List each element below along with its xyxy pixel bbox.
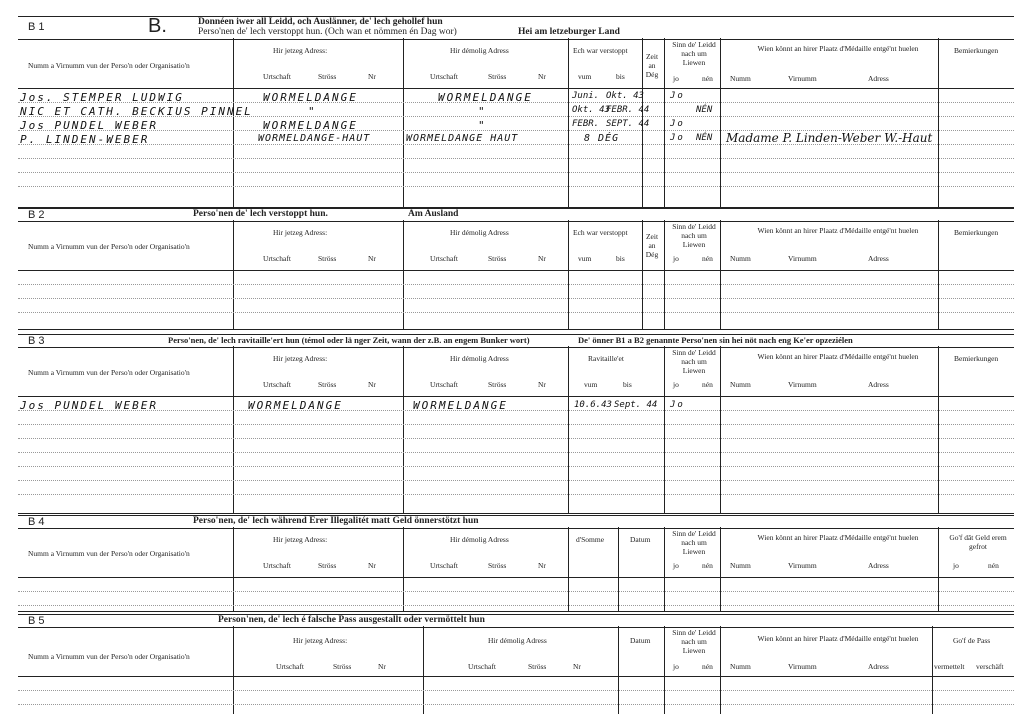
col-header-stross: Ströss xyxy=(318,380,337,389)
col-header-bis: bis xyxy=(616,254,625,263)
entry-from: FEBR. xyxy=(572,119,600,129)
section-code: B 2 xyxy=(28,209,45,221)
col-header-urtschaft: Urtschaft xyxy=(430,380,458,389)
col-header-nen: nén xyxy=(702,380,713,389)
col-header-addr-now: Hir jetzeg Adress: xyxy=(273,228,328,237)
section-code: B 5 xyxy=(28,615,45,627)
col-header-datum: Datum xyxy=(630,535,651,544)
col-header-verschaft: verschäft xyxy=(976,662,1004,671)
section-title: Perso'nen, de' lech während Erer Illegalitét matt Geld önnerstötzt hun xyxy=(193,516,479,526)
col-header-stross: Ströss xyxy=(318,254,337,263)
section-subtitle-location: Am Ausland xyxy=(408,209,459,219)
col-header-jo: jo xyxy=(673,380,679,389)
col-header-urtschaft: Urtschaft xyxy=(263,380,291,389)
col-header-leidd: Sinn de' Leidd nach um Liewen xyxy=(672,348,716,375)
col-header-nr: Nr xyxy=(368,254,376,263)
col-header-adress: Adress xyxy=(868,662,889,671)
col-header-vum: vum xyxy=(578,72,592,81)
section-b1 xyxy=(18,16,1014,208)
entry-name: Jos PUNDEL WEBER xyxy=(20,399,158,412)
entry-to: SEPT. 44 xyxy=(606,119,650,129)
col-header-addr-then: Hir démolig Adress xyxy=(450,46,509,55)
entry-to: Okt. 43 xyxy=(606,91,644,101)
col-header-stross: Ströss xyxy=(318,72,337,81)
col-header-name: Numm a Virnumm vun der Perso'n oder Organisatio'n xyxy=(28,61,190,70)
entry-address-now: WORMELDANGE xyxy=(263,119,358,132)
col-header-urtschaft: Urtschaft xyxy=(468,662,496,671)
entry-from: 8 DÉG xyxy=(584,133,620,144)
col-header-numm: Numm xyxy=(730,380,751,389)
section-header-band xyxy=(18,16,1014,40)
col-header-stross: Ströss xyxy=(318,561,337,570)
entry-address-now: WORMELDANGE xyxy=(248,399,343,412)
section-b3 xyxy=(18,334,1014,514)
col-header-medal: Wien könnt an hirer Plaatz d'Médaille entgé'nt huelen xyxy=(757,634,919,643)
col-header-nr: Nr xyxy=(538,561,546,570)
col-header-addr-then: Hir démolig Adress xyxy=(450,535,509,544)
entry-no: NÉN xyxy=(696,133,713,143)
col-header-nen: nén xyxy=(702,74,713,83)
col-header-medal: Wien könnt an hirer Plaatz d'Médaille entgé'nt huelen xyxy=(757,44,919,53)
col-header-medal: Wien könnt an hirer Plaatz d'Médaille entgé'nt huelen xyxy=(757,533,919,542)
col-header-stross: Ströss xyxy=(333,662,352,671)
col-header-money-returned: Go'f dât Geld erem gefrot xyxy=(949,533,1007,551)
col-header-nr: Nr xyxy=(378,662,386,671)
col-header-zeit: Zeit an Dég xyxy=(645,232,659,259)
entry-address-then: " xyxy=(478,105,487,118)
entry-yes: Jo xyxy=(670,119,685,129)
col-header-addr-now: Hir jetzeg Adress: xyxy=(273,535,328,544)
col-header-remarks: Bemierkungen xyxy=(954,228,999,237)
col-header-virnumm: Virnumm xyxy=(788,254,817,263)
col-header-jo: jo xyxy=(673,254,679,263)
col-header-addr-then: Hir démolig Adress xyxy=(488,636,547,645)
col-header-virnumm: Virnumm xyxy=(788,561,817,570)
col-header-name: Numm a Virnumm vun der Perso'n oder Organisatio'n xyxy=(28,368,190,377)
col-header-nr: Nr xyxy=(368,72,376,81)
col-header-nr: Nr xyxy=(573,662,581,671)
col-header-urtschaft: Urtschaft xyxy=(430,561,458,570)
entry-address-then: WORMELDANGE xyxy=(413,399,508,412)
col-header-urtschaft: Urtschaft xyxy=(263,561,291,570)
form-letter: B. xyxy=(148,15,167,37)
entry-medal-recipient: Madame P. Linden-Weber W.-Haut xyxy=(726,131,933,145)
col-header-name: Numm a Virnumm vun der Perso'n oder Organisatio'n xyxy=(28,652,190,661)
section-subtitle-location: Hei am letzeburger Land xyxy=(518,27,620,37)
entry-from: Okt. 43 xyxy=(572,105,610,115)
col-header-stross: Ströss xyxy=(488,561,507,570)
col-header-somme: d'Somme xyxy=(576,535,605,544)
col-header-jo: jo xyxy=(673,662,679,671)
col-header-adress: Adress xyxy=(868,561,889,570)
col-header-urtschaft: Urtschaft xyxy=(263,72,291,81)
col-header-remarks: Bemierkungen xyxy=(954,354,999,363)
col-header-zeit: Zeit an Dég xyxy=(645,52,659,79)
entry-no: NÉN xyxy=(696,105,713,115)
col-header-adress: Adress xyxy=(868,380,889,389)
col-header-bis: bis xyxy=(623,380,632,389)
col-header-nen: nén xyxy=(988,561,999,570)
col-header-stross: Ströss xyxy=(488,380,507,389)
col-header-numm: Numm xyxy=(730,254,751,263)
col-header-bis: bis xyxy=(616,72,625,81)
col-header-nr: Nr xyxy=(368,561,376,570)
col-header-jo: jo xyxy=(673,74,679,83)
entry-from: 10.6.43 xyxy=(574,400,612,410)
col-header-adress: Adress xyxy=(868,254,889,263)
col-header-addr-now: Hir jetzeg Adress: xyxy=(293,636,348,645)
col-header-addr-now: Hir jetzeg Adress: xyxy=(273,46,328,55)
section-title: Person'nen, de' lech é falsche Pass ausgestallt oder vermöttelt hun xyxy=(218,615,485,625)
entry-address-then: WORMELDANGE xyxy=(438,91,533,104)
col-header-numm: Numm xyxy=(730,662,751,671)
col-header-stross: Ströss xyxy=(528,662,547,671)
col-header-stross: Ströss xyxy=(488,72,507,81)
col-header-urtschaft: Urtschaft xyxy=(263,254,291,263)
entry-name: P. LINDEN-WEBER xyxy=(20,133,150,146)
entry-yes: Jo xyxy=(670,91,685,101)
col-header-nr: Nr xyxy=(538,72,546,81)
section-code: B 4 xyxy=(28,516,45,528)
col-header-jo: jo xyxy=(673,561,679,570)
col-header-numm: Numm xyxy=(730,561,751,570)
col-header-addr-now: Hir jetzeg Adress: xyxy=(273,354,328,363)
entry-yes: Jo xyxy=(670,133,685,143)
section-title: Donnéen iwer all Leidd, och Auslänner, de' lech gehollef hun xyxy=(198,17,443,27)
col-header-pass: Go'f de Pass xyxy=(953,636,991,645)
entry-address-now: " xyxy=(308,105,317,118)
col-header-ravitailleert: Ravitaille'et xyxy=(588,354,624,363)
col-header-addr-then: Hir démolig Adress xyxy=(450,354,509,363)
col-header-nen: nén xyxy=(702,254,713,263)
entry-address-now: WORMELDANGE-HAUT xyxy=(258,133,371,144)
entry-to: FEBR. 44 xyxy=(606,105,650,115)
col-header-period: Ech war verstoppt xyxy=(573,46,628,55)
col-header-leidd: Sinn de' Leidd nach um Liewen xyxy=(672,628,716,655)
col-header-urtschaft: Urtschaft xyxy=(276,662,304,671)
col-header-nen: nén xyxy=(702,662,713,671)
section-title: Perso'nen, de' lech ravitaille'ert hun (témol oder lä nger Zeit, wann der z.B. an engem Bunker wort) xyxy=(168,335,530,345)
section-title: Perso'nen de' lech verstoppt hun. xyxy=(193,209,328,219)
entry-yes: Jo xyxy=(670,400,685,410)
entry-name: Jos. STEMPER LUDWIG xyxy=(20,91,184,104)
section-subtitle: Perso'nen de' lech verstoppt hun. (Och wan et nömmen én Dag wor) xyxy=(198,27,457,37)
entry-address-then: " xyxy=(478,119,487,132)
col-header-virnumm: Virnumm xyxy=(788,662,817,671)
col-header-medal: Wien könnt an hirer Plaatz d'Médaille entgé'nt huelen xyxy=(757,226,919,235)
col-header-leidd: Sinn de' Leidd nach um Liewen xyxy=(672,529,716,556)
col-header-nr: Nr xyxy=(538,254,546,263)
entry-address-now: WORMELDANGE xyxy=(263,91,358,104)
section-b4 xyxy=(18,515,1014,612)
section-b2 xyxy=(18,208,1014,330)
entry-name: NIC ET CATH. BECKIUS PINNEL xyxy=(20,105,253,118)
col-header-vum: vum xyxy=(584,380,598,389)
col-header-vum: vum xyxy=(578,254,592,263)
col-header-name: Numm a Virnumm vun der Perso'n oder Organisatio'n xyxy=(28,549,190,558)
col-header-nr: Nr xyxy=(538,380,546,389)
col-header-datum: Datum xyxy=(630,636,651,645)
entry-name: Jos PUNDEL WEBER xyxy=(20,119,158,132)
col-header-period: Ech war verstoppt xyxy=(573,228,628,237)
section-note: De' önner B1 a B2 genannte Perso'nen sin hei nöt nach eng Ke'er opzeziélen xyxy=(578,335,853,345)
col-header-leidd: Sinn de' Leidd nach um Liewen xyxy=(672,40,716,67)
entry-address-then: WORMELDANGE HAUT xyxy=(406,133,519,144)
col-header-virnumm: Virnumm xyxy=(788,74,817,83)
col-header-stross: Ströss xyxy=(488,254,507,263)
section-b5 xyxy=(18,614,1014,714)
col-header-addr-then: Hir démolig Adress xyxy=(450,228,509,237)
col-header-urtschaft: Urtschaft xyxy=(430,254,458,263)
entry-from: Juni. xyxy=(572,91,600,101)
col-header-virnumm: Virnumm xyxy=(788,380,817,389)
col-header-nr: Nr xyxy=(368,380,376,389)
col-header-leidd: Sinn de' Leidd nach um Liewen xyxy=(672,222,716,249)
col-header-remarks: Bemierkungen xyxy=(954,46,999,55)
col-header-urtschaft: Urtschaft xyxy=(430,72,458,81)
col-header-medal: Wien könnt an hirer Plaatz d'Médaille entgé'nt huelen xyxy=(757,352,919,361)
col-header-vermettelt: vermettelt xyxy=(934,662,965,671)
col-header-nen: nén xyxy=(702,561,713,570)
section-code: B 3 xyxy=(28,335,45,347)
col-header-name: Numm a Virnumm vun der Perso'n oder Organisatio'n xyxy=(28,242,190,251)
col-header-adress: Adress xyxy=(868,74,889,83)
col-header-jo: jo xyxy=(953,561,959,570)
col-header-numm: Numm xyxy=(730,74,751,83)
section-code: B 1 xyxy=(28,21,45,33)
entry-to: Sept. 44 xyxy=(614,400,658,410)
